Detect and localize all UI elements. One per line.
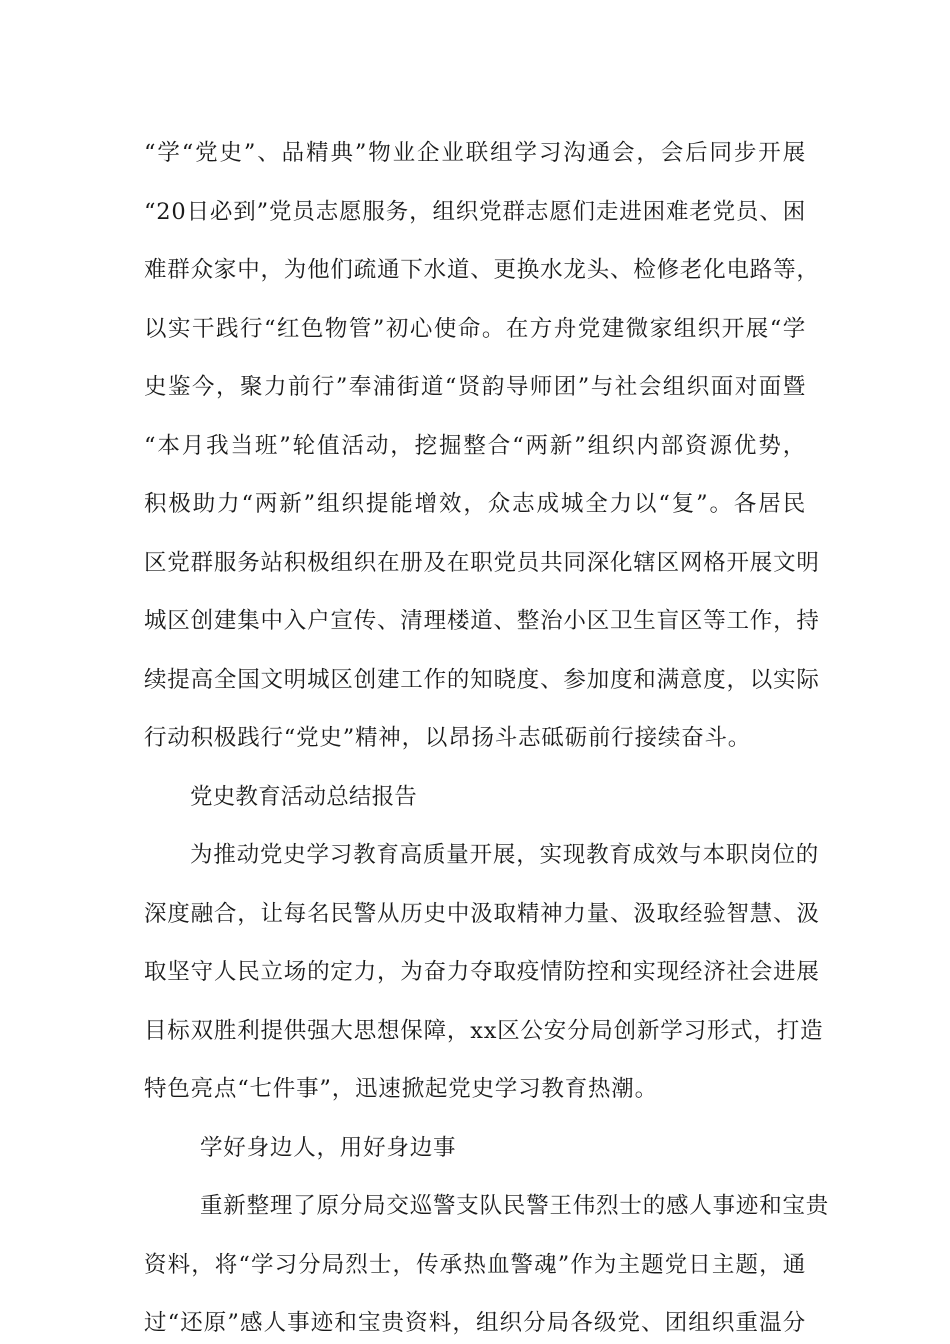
paragraph1-line-8: 区党群服务站积极组织在册及在职党员共同深化辖区网格开展文明 <box>144 550 820 576</box>
paragraph1-line-1: “学“党史”、品精典”物业企业联组学习沟通会，会后同步开展 <box>144 140 806 166</box>
paragraph2-line-1: 为推动党史学习教育高质量开展，实现教育成效与本职岗位的 <box>190 842 820 868</box>
paragraph2-line-4: 目标双胜利提供强大思想保障，xx区公安分局创新学习形式，打造 <box>144 1018 824 1044</box>
paragraph1-line-2: “20日必到”党员志愿服务，组织党群志愿们走进困难老党员、困 <box>144 199 806 225</box>
section-heading-2: 学好身边人，用好身边事 <box>200 1135 457 1161</box>
paragraph2-line-5: 特色亮点“七件事”，迅速掀起党史学习教育热潮。 <box>144 1076 658 1102</box>
paragraph1-line-6: “本月我当班”轮值活动，挖掘整合“两新”组织内部资源优势， <box>144 433 806 459</box>
paragraph1-line-9: 城区创建集中入户宣传、清理楼道、整治小区卫生盲区等工作，持 <box>144 608 820 634</box>
paragraph3-line-3: 过“还原”感人事迹和宝贵资料，组织分局各级党、团组织重温分 <box>144 1310 806 1336</box>
paragraph1-line-5: 史鉴今，聚力前行”奉浦街道“贤韵导师团”与社会组织面对面暨 <box>144 374 806 400</box>
paragraph3-line-2: 资料，将“学习分局烈士，传承热血警魂”作为主题党日主题，通 <box>144 1252 806 1278</box>
paragraph1-line-7: 积极助力“两新”组织提能增效，众志成城全力以“复”。各居民 <box>144 491 806 517</box>
paragraph1-line-11: 行动积极践行“党史”精神，以昂扬斗志砥砺前行接续奋斗。 <box>144 725 752 751</box>
section-heading-1: 党史教育活动总结报告 <box>190 784 418 810</box>
paragraph1-line-10: 续提高全国文明城区创建工作的知晓度、参加度和满意度，以实际 <box>144 667 820 693</box>
paragraph2-line-3: 取坚守人民立场的定力，为奋力夺取疫情防控和实现经济社会进展 <box>144 959 820 985</box>
paragraph3-line-1: 重新整理了原分局交巡警支队民警王伟烈士的感人事迹和宝贵 <box>200 1193 830 1219</box>
paragraph1-line-4: 以实干践行“红色物管”初心使命。在方舟党建微家组织开展“学 <box>144 316 806 342</box>
paragraph1-line-3: 难群众家中，为他们疏通下水道、更换水龙头、检修老化电路等， <box>144 257 820 283</box>
paragraph2-line-2: 深度融合，让每名民警从历史中汲取精神力量、汲取经验智慧、汲 <box>144 901 820 927</box>
